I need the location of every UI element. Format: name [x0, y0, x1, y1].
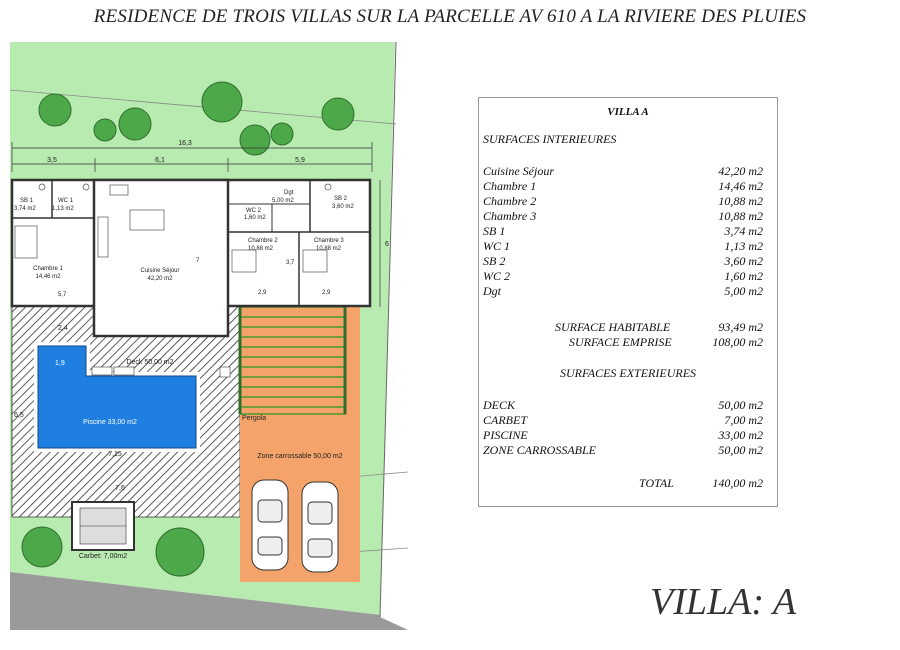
dim-main-h: 7	[196, 258, 200, 264]
surfaces-table	[478, 97, 778, 507]
pool-step	[220, 367, 230, 377]
page-title: RESIDENCE DE TROIS VILLAS SUR LA PARCELLE AV 610 A LA RIVIERE DES PLUIES	[93, 6, 807, 27]
room-ch2: Chambre 2	[248, 238, 278, 244]
car	[302, 482, 338, 572]
zone-label: Zone carrossable 50,00 m2	[257, 453, 343, 460]
dim-pool-h: 1,9	[55, 360, 65, 367]
dim-deck-w: 2,4	[58, 325, 68, 332]
emprise-row: SURFACE EMPRISE 108,00 m2	[569, 335, 763, 349]
tree	[322, 98, 354, 130]
dim-right: 6	[385, 241, 389, 248]
room-cuisine-area: 42,20 m2	[147, 276, 173, 282]
car	[252, 480, 288, 570]
pool-label: Piscine 33,00 m2	[83, 419, 137, 426]
room-ch3: Chambre 3	[314, 238, 344, 244]
table-row: Chambre 1 14,46 m2	[483, 179, 763, 193]
room-wc1-area: 1,13 m2	[52, 206, 74, 212]
dim-side-h: 6,5	[14, 412, 24, 419]
dim-total: 16,3	[178, 140, 192, 147]
pool-step	[92, 367, 112, 375]
carbet	[72, 502, 134, 550]
table-row: CARBET 7,00 m2	[483, 413, 763, 427]
table-row: Cuisine Séjour 42,20 m2	[483, 164, 763, 178]
room-dgt-area: 5,00 m2	[272, 198, 294, 204]
table-row: WC 1 1,13 m2	[483, 239, 763, 253]
table-heading: VILLA A	[607, 106, 649, 118]
table-row: SB 2 3,60 m2	[483, 254, 763, 268]
tree	[202, 82, 242, 122]
dim-ch-h: 3,7	[286, 260, 295, 266]
table-row: DECK 50,00 m2	[483, 398, 763, 412]
dim-pool-w: 7,15	[108, 451, 122, 458]
interior-title: SURFACES INTERIEURES	[483, 132, 617, 146]
room-cuisine: Cuisine Séjour	[140, 268, 180, 274]
room-ch1-area: 14,46 m2	[35, 274, 61, 280]
tree	[156, 528, 204, 576]
pergola-label: Pergola	[242, 415, 267, 422]
table-row: ZONE CARROSSABLE 50,00 m2	[483, 443, 763, 457]
carbet-label: Carbet: 7,00m2	[78, 553, 128, 560]
dim-ch3: 2,9	[322, 290, 331, 296]
dim-ch1: 5,7	[58, 292, 67, 298]
table-row: SB 1 3,74 m2	[483, 224, 763, 238]
tree	[240, 125, 270, 155]
room-ch3-area: 10,88 m2	[316, 246, 342, 252]
room-ch2-area: 10,88 m2	[248, 246, 274, 252]
pergola	[240, 306, 345, 414]
room-sb1: SB 1	[20, 198, 34, 204]
room-sb2-area: 3,60 m2	[332, 204, 354, 210]
villa-label: VILLA: A	[650, 581, 797, 623]
table-row: Dgt 5,00 m2	[483, 284, 763, 298]
dim-bottom: 7,6	[115, 485, 125, 492]
room-dgt: Dgt	[284, 190, 294, 196]
table-row: WC 2 1,60 m2	[483, 269, 763, 283]
table-row: PISCINE 33,00 m2	[483, 428, 763, 442]
dim-2: 6,1	[155, 157, 165, 164]
tree	[39, 94, 71, 126]
table-row: Chambre 3 10,88 m2	[483, 209, 763, 223]
dim-3: 5,9	[295, 157, 305, 164]
tree	[22, 527, 62, 567]
habitable-row: SURFACE HABITABLE 93,49 m2	[555, 320, 763, 334]
tree	[271, 123, 293, 145]
tree	[94, 119, 116, 141]
total-row: TOTAL 140,00 m2	[639, 476, 763, 490]
room-wc1: WC 1	[58, 198, 73, 204]
room-wc2-area: 1,60 m2	[244, 215, 266, 221]
table-row: Chambre 2 10,88 m2	[483, 194, 763, 208]
site-plan	[10, 42, 408, 630]
room-wc2: WC 2	[246, 208, 261, 214]
room-sb2: SB 2	[334, 196, 348, 202]
deck-label: Deck 50,00 m2	[126, 359, 174, 366]
room-sb1-area: 3,74 m2	[14, 206, 36, 212]
exterior-title: SURFACES EXTERIEURES	[559, 366, 697, 380]
tree	[119, 108, 151, 140]
dim-1: 3,5	[47, 157, 57, 164]
room-ch1: Chambre 1	[33, 266, 63, 272]
dim-ch2: 2,9	[258, 290, 267, 296]
pool-step	[114, 367, 134, 375]
